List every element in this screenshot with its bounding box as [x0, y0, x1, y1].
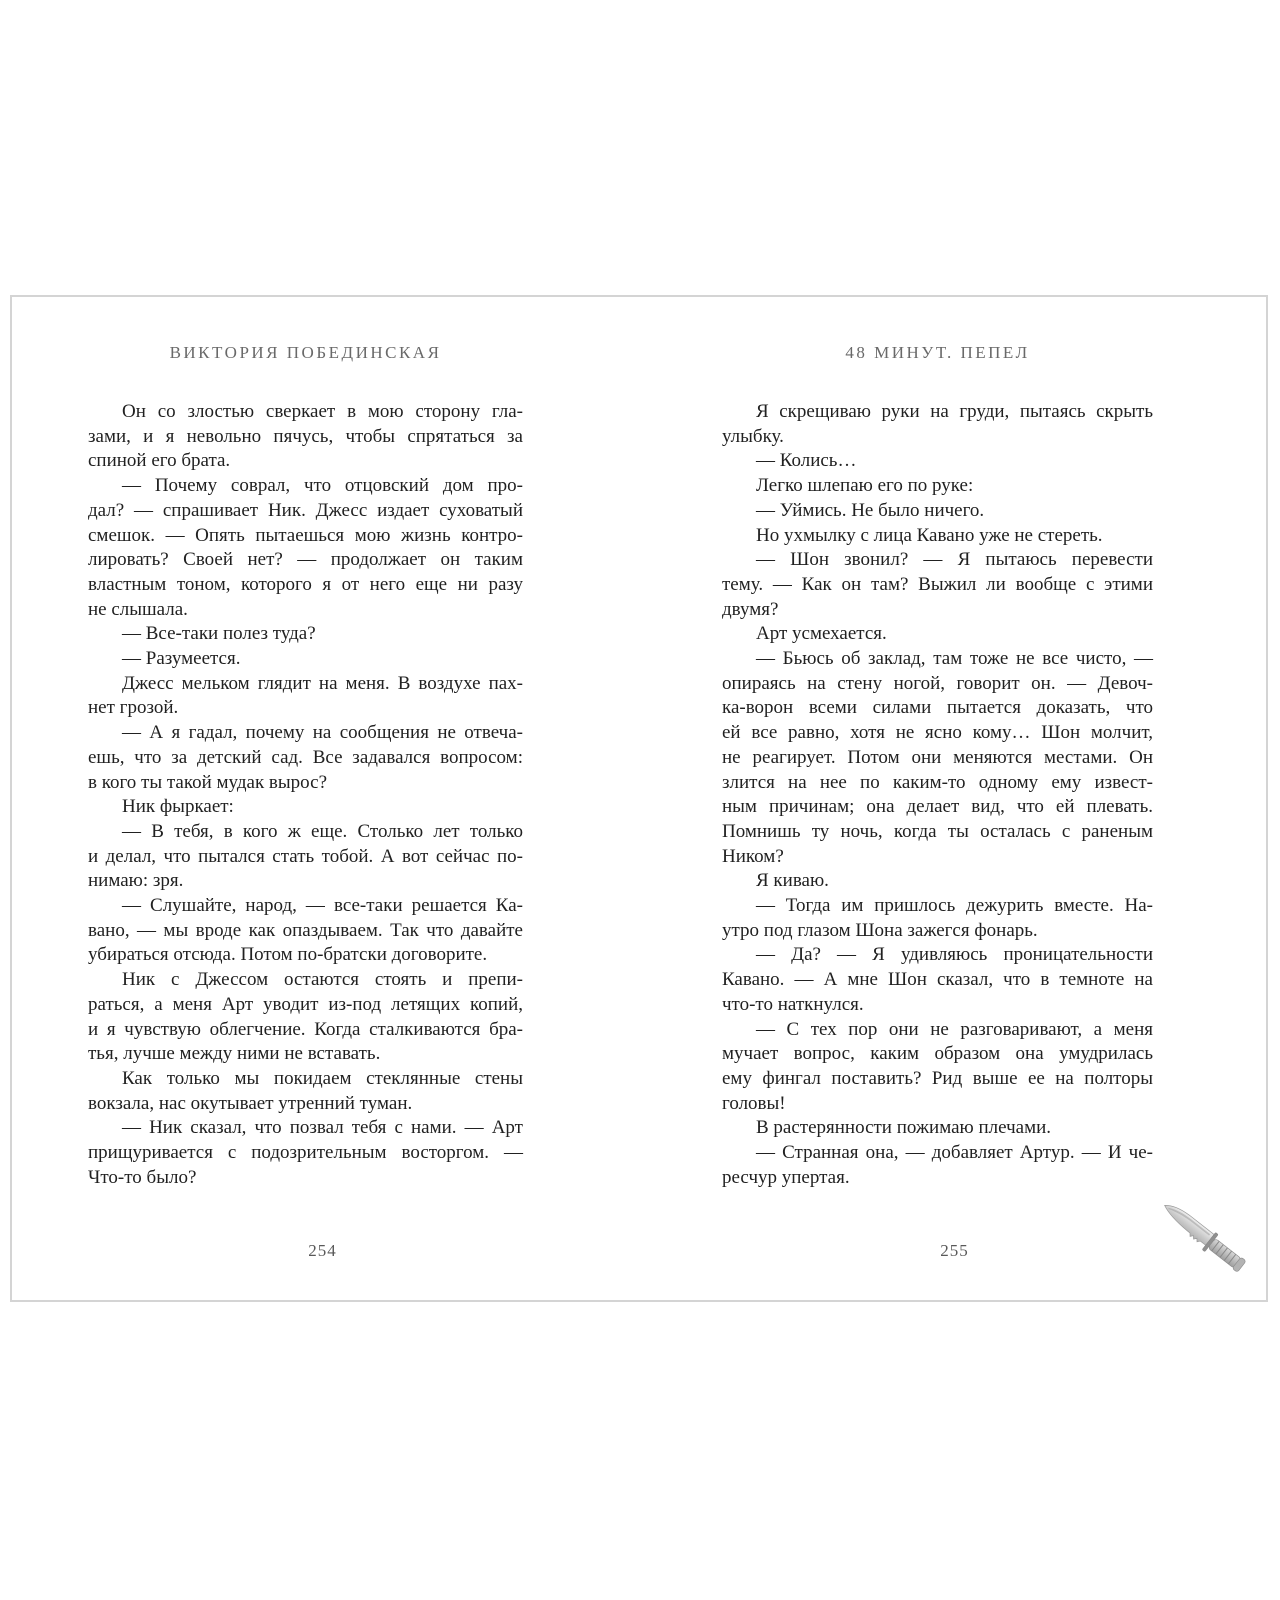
- text-line: нимаю: зря.: [88, 870, 184, 892]
- text-line: прищуривается с подозрительным восторгом. —: [88, 1142, 523, 1164]
- text-line: Но ухмылку с лица Кавано уже не стереть.: [756, 524, 1103, 546]
- text-line: в кого ты такой мудак вырос?: [88, 771, 328, 793]
- text-line: утро под глазом Шона зажегся фонарь.: [722, 919, 1038, 941]
- text-line: Помнишь ту ночь, когда ты осталась с раненым: [722, 820, 1153, 842]
- page-right-text: [722, 400, 1153, 1191]
- text-line: Что-то было?: [88, 1166, 197, 1188]
- text-line: ему фингал поставить? Рид выше ее на полторы: [722, 1067, 1153, 1089]
- text-line: Я скрещиваю руки на груди, пытаясь скрыть: [756, 401, 1153, 422]
- text-line: властным тоном, которого я от него еще ни разу: [88, 573, 523, 595]
- text-line: Как только мы покидаем стеклянные стены: [122, 1067, 523, 1089]
- text-line: Арт усмехается.: [756, 623, 887, 645]
- text-line: злится на нее по каким-то одному ему извест-: [722, 771, 1153, 793]
- text-line: — Слушайте, народ, — все-таки решается Ка-: [122, 895, 523, 917]
- text-line: — В тебя, в кого ж еще. Столько лет только: [122, 820, 523, 842]
- text-line: — Все-таки полез туда?: [122, 623, 316, 645]
- text-line: Я киваю.: [756, 870, 829, 892]
- text-line: В растерянности пожимаю плечами.: [756, 1117, 1052, 1139]
- text-line: раться, а меня Арт уводит из-под летящих копий,: [88, 993, 523, 1015]
- page-left-text: [88, 400, 523, 1191]
- text-line: вокзала, нас окутывает утренний туман.: [88, 1092, 413, 1114]
- text-line: — Бьюсь об заклад, там тоже не все чисто, —: [756, 648, 1153, 670]
- text-line: — Тогда им пришлось дежурить вместе. На-: [756, 895, 1153, 917]
- text-line: Джесс мельком глядит на меня. В воздухе пах-: [122, 672, 523, 694]
- text-line: смешок. — Опять пытаешься мою жизнь контро-: [88, 524, 523, 546]
- text-line: спиной его брата.: [88, 450, 231, 472]
- text-line: Кавано. — А мне Шон сказал, что в темноте на: [722, 969, 1153, 991]
- text-line: что-то наткнулся.: [722, 993, 864, 1015]
- text-line: тему. — Как он там? Выжил ли вообще с этими: [722, 573, 1153, 595]
- text-line: улыбку.: [722, 425, 784, 447]
- text-line: ным причинам; она делает вид, что ей плевать.: [722, 796, 1153, 818]
- running-head-title: 48 МИНУТ. ПЕПЕЛ: [845, 343, 1030, 362]
- text-line: Легко шлепаю его по руке:: [756, 475, 974, 497]
- text-line: — Почему соврал, что отцовский дом про-: [122, 475, 523, 497]
- text-line: не реагирует. Потом они меняются местами. Он: [722, 746, 1153, 768]
- text-line: — Колись…: [756, 450, 857, 472]
- text-line: зами, и я невольно пячусь, чтобы спрятаться за: [88, 425, 523, 447]
- text-line: — Ник сказал, что позвал тебя с нами. — Арт: [122, 1117, 523, 1139]
- text-line: — С тех пор они не разговаривают, а меня: [756, 1018, 1153, 1040]
- text-line: дал? — спрашивает Ник. Джесс издает суховатый: [88, 499, 523, 521]
- text-line: вано, — мы вроде как опаздываем. Так что давайте: [88, 919, 523, 941]
- book-spread: [10, 295, 1268, 1302]
- running-head-author: ВИКТОРИЯ ПОБЕДИНСКАЯ: [169, 343, 442, 362]
- text-line: и делал, что пытался стать тобой. А вот сейчас по-: [88, 845, 523, 867]
- text-line: ей все равно, хотя не ясно кому… Шон молчит,: [722, 722, 1153, 744]
- page-number-right: 255: [940, 1241, 969, 1260]
- knife-icon: [1146, 1186, 1264, 1290]
- text-line: лировать? Своей нет? — продолжает он таким: [88, 549, 523, 571]
- text-line: не слышала.: [88, 598, 188, 620]
- text-line: — Да? — Я удивляюсь проницательности: [756, 944, 1153, 966]
- text-line: и я чувствую облегчение. Когда сталкиваются бра-: [88, 1018, 523, 1040]
- text-line: — Разумеется.: [122, 648, 241, 670]
- text-line: — Странная она, — добавляет Артур. — И че-: [756, 1142, 1153, 1164]
- text-line: ресчур упертая.: [722, 1166, 850, 1188]
- text-line: убираться отсюда. Потом по-братски договорите.: [88, 944, 488, 966]
- text-line: нет грозой.: [88, 697, 179, 719]
- text-line: Ник с Джессом остаются стоять и препи-: [122, 969, 523, 991]
- text-line: Он со злостью сверкает в мою сторону гла-: [122, 401, 523, 422]
- text-line: ешь, что за детский сад. Все задавался вопросом:: [88, 746, 523, 768]
- text-line: мучает вопрос, каким образом она умудрилась: [722, 1043, 1153, 1065]
- text-line: Ник фыркает:: [122, 796, 234, 818]
- text-line: ка-ворон всеми силами пытается доказать, что: [722, 697, 1153, 719]
- text-line: — Уймись. Не было ничего.: [756, 499, 985, 521]
- text-line: тья, лучше между ними не вставать.: [88, 1043, 381, 1065]
- page-number-left: 254: [308, 1241, 337, 1260]
- text-line: — Шон звонил? — Я пытаюсь перевести: [756, 549, 1153, 571]
- text-line: — А я гадал, почему на сообщения не отвеча-: [122, 722, 523, 744]
- text-line: опираясь на стену ногой, говорит он. — Девоч-: [722, 672, 1153, 694]
- text-line: Ником?: [722, 845, 784, 867]
- text-line: головы!: [722, 1092, 786, 1114]
- text-line: двумя?: [722, 598, 779, 620]
